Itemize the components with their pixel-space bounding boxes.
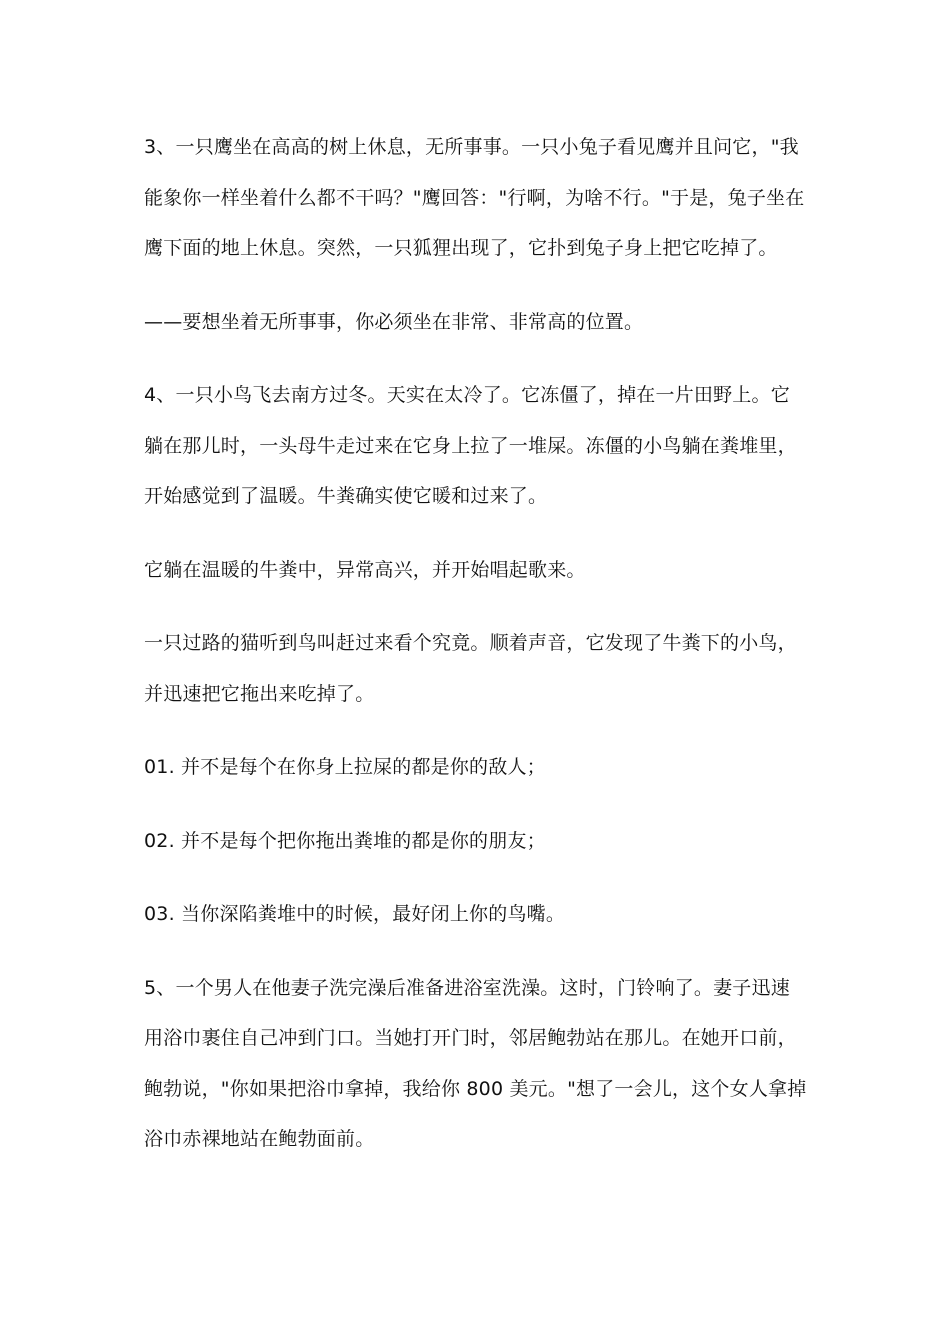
paragraph-gap <box>144 522 809 545</box>
paragraph-gap <box>144 274 809 297</box>
paragraph-gap <box>144 866 809 889</box>
paragraph-gap <box>144 595 809 618</box>
paragraph-bird-singing: 它躺在温暖的牛粪中，异常高兴，并开始唱起歌来。 <box>144 558 586 581</box>
paragraph-eagle-story: 3、一只鹰坐在高高的树上休息，无所事事。一只小兔子看见鹰并且问它，"我能象你一样坐着什么都不干吗？"鹰回答："行啊，为啥不行。"于是，兔子坐在鹰下面的地上休息。突然，一只狐狸出现了，它扑到兔子身上把它吃掉了。 <box>144 136 805 259</box>
moral-item-03: 03. 当你深陷粪堆中的时候，最好闭上你的鸟嘴。 <box>144 903 566 925</box>
document-body <box>144 122 809 1165</box>
paragraph-cat: 一只过路的猫听到鸟叫赶过来看个究竟。顺着声音，它发现了牛粪下的小鸟，并迅速把它拖出来吃掉了。 <box>144 632 797 705</box>
paragraph-gap <box>144 940 809 963</box>
paragraph-eagle-moral: ——要想坐着无所事事，你必须坐在非常、非常高的位置。 <box>144 310 644 333</box>
moral-item-02: 02. 并不是每个把你拖出粪堆的都是你的朋友； <box>144 829 546 852</box>
paragraph-gap <box>144 793 809 816</box>
paragraph-gap <box>144 347 809 370</box>
paragraph-bird-story: 4、一只小鸟飞去南方过冬。天实在太冷了。它冻僵了，掉在一片田野上。它躺在那儿时，一头母牛走过来在它身上拉了一堆屎。冻僵的小鸟躺在粪堆里，开始感觉到了温暖。牛粪确实使它暖和过来了。 <box>144 384 797 507</box>
moral-item-01: 01. 并不是每个在你身上拉屎的都是你的敌人； <box>144 756 546 778</box>
paragraph-gap <box>144 719 809 742</box>
paragraph-towel-story: 5、一个男人在他妻子洗完澡后准备进浴室洗澡。这时，门铃响了。妻子迅速用浴巾裹住自己冲到门口。当她打开门时，邻居鲍勃站在那儿。在她开口前，鲍勃说，"你如果把浴巾拿掉，我给你 800 美元。"想了一会儿，这个女人拿掉浴巾赤裸地站在鲍勃面前。 <box>144 976 807 1150</box>
